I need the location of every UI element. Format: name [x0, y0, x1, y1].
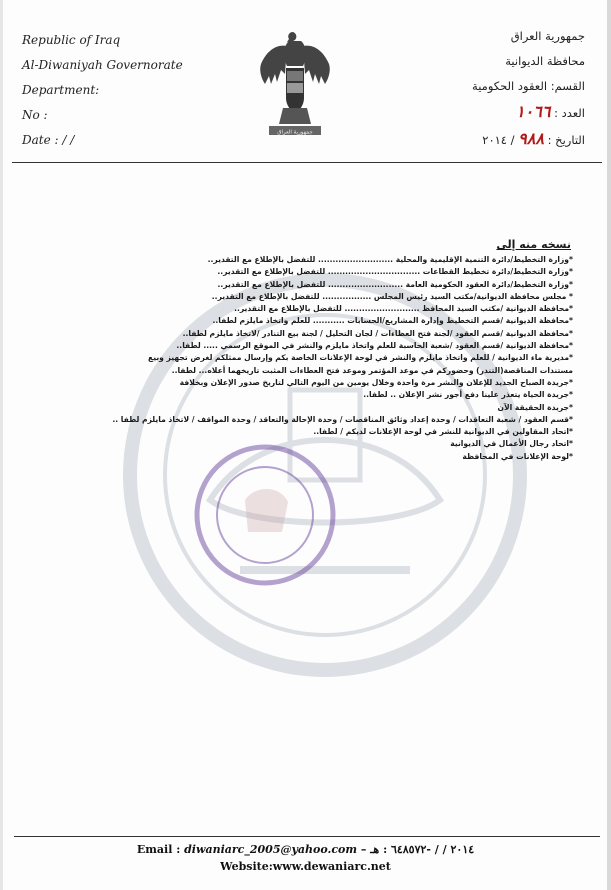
footer-website[interactable]: Website:www.dewaniarc.net — [220, 860, 391, 873]
copy-to-heading: نسخه منه إلى — [496, 238, 571, 251]
list-item: *جريدة الحقيقة الآن — [497, 402, 573, 412]
date-year: / ٢٠١٤ — [482, 133, 515, 147]
number-value: ١٠٦٦ — [516, 102, 551, 121]
governorate-en: Al-Diwaniyah Governorate — [22, 58, 183, 72]
list-item: *وزارة التخطيط/دائرة التنمية الإقليمية والمحلية .......................... للتفضل بالإطلاع مع التقدير.. — [207, 255, 573, 264]
page-edge-left — [0, 0, 3, 890]
distribution-list — [33, 254, 573, 463]
governorate-ar: محافظة الديوانية — [505, 54, 585, 68]
header-right — [415, 24, 585, 153]
number-en: No : — [22, 108, 48, 122]
footer-email[interactable]: diwaniarc_2005@yahoo.com — [184, 843, 357, 856]
header-left — [22, 28, 183, 153]
list-item: *محافظة الديوانية /قسم التخطيط وإدارة المشاريع/الحسابات ........... للعلم واتخاذ مايلزم لطفا.. — [212, 316, 573, 326]
list-item: *لوحة الإعلانات في المحافظة — [462, 451, 573, 461]
list-item: *محافظة الديوانية /قسم العقود /لجنة فتح العطاءات / لجان التحليل / لجنة بيع التنادر /لاتخاذ مايلزم لطفا.. — [182, 328, 573, 338]
date-value: ٩٨٨ — [518, 129, 544, 148]
list-item: *جريدة الحياة يتعذر علينا دفع أجور نشر الإعلان .. لطفا.. — [363, 390, 573, 400]
list-item: *محافظة الديوانية /مكتب السيد المحافظ .......................... للتفضل بالإطلاع مع التقدير.. — [234, 304, 573, 314]
list-item: *جريدة الصباح الجديد للإعلان والنشر مرة واحدة وخلال يومين من اليوم التالي لتاريخ صدور الإعلان وبخلافة — [179, 377, 573, 387]
list-item: *مديرية ماء الديوانية / للعلم واتخاذ مايلزم والنشر في لوحة الإعلانات الخاصة بكم وإرسال ممثلكم لغرض تجهيز وبيع — [148, 353, 573, 363]
list-item: *محافظة الديوانية /قسم العقود /شعبة الحاسبة للعلم واتخاذ مايلزم والنشر في الموقع الرسمي ..... لطفا.. — [176, 341, 573, 351]
emblem-label: جمهورية العراق — [277, 129, 313, 136]
number-ar: العدد : ١٠٦٦ — [516, 102, 585, 121]
list-item: * مجلس محافظة الديوانية/مكتب السيد رئيس المجلس ................. للتفضل بالإطلاع مع التقدير.. — [211, 291, 573, 301]
republic-ar: جمهورية العراق — [510, 29, 585, 43]
date-en: Date : / / — [22, 133, 75, 147]
header-divider — [12, 162, 602, 163]
footer-divider — [14, 836, 600, 837]
department-ar: القسم: العقود الحكومية — [472, 79, 585, 93]
footer-contact: Email : diwaniarc_2005@yahoo.com – ٢٠١٤ / / -٦٤٨٥٧٢ : هـ — [136, 843, 475, 856]
list-item: *اتحاد رجال الأعمال في الديوانية — [450, 439, 573, 449]
page-edge-right — [607, 0, 611, 890]
department-en: Department: — [22, 83, 100, 97]
list-item: *وزارة التخطيط/دائرة تخطيط القطاعات ................................ للتفضل بالإطلاع مع التقدير.. — [217, 267, 573, 277]
list-item: مستندات المناقصة(التندر) وحضوركم في موعد المؤتمر وموعد فتح العطاءات المثبت تاريخهما أعلاه... لطفا.. — [171, 365, 573, 375]
list-item: *اتحاد المقاولين في الديوانية للنشر في لوحة الإعلانات لديكم / لطفا.. — [313, 427, 573, 437]
date-ar: التاريخ : ٩٨٨ / ٢٠١٤ — [482, 129, 585, 148]
list-item: *قسم العقود / شعبة التعاقدات / وحدة إعداد وثائق المناقصات / وحدة الإحالة والتعاقد / وحدة المواقف / لاتخاذ مايلزم لطفا .. — [112, 414, 573, 424]
footer-phone: – ٢٠١٤ / / -٦٤٨٥٧٢ : — [360, 843, 475, 856]
iraq-eagle-emblem-icon — [253, 28, 337, 140]
list-item: *وزارة التخطيط/دائرة العقود الحكومية العامة .......................... للتفضل بالإطلاع مع التقدير.. — [217, 279, 573, 289]
republic-en: Republic of Iraq — [22, 33, 121, 47]
